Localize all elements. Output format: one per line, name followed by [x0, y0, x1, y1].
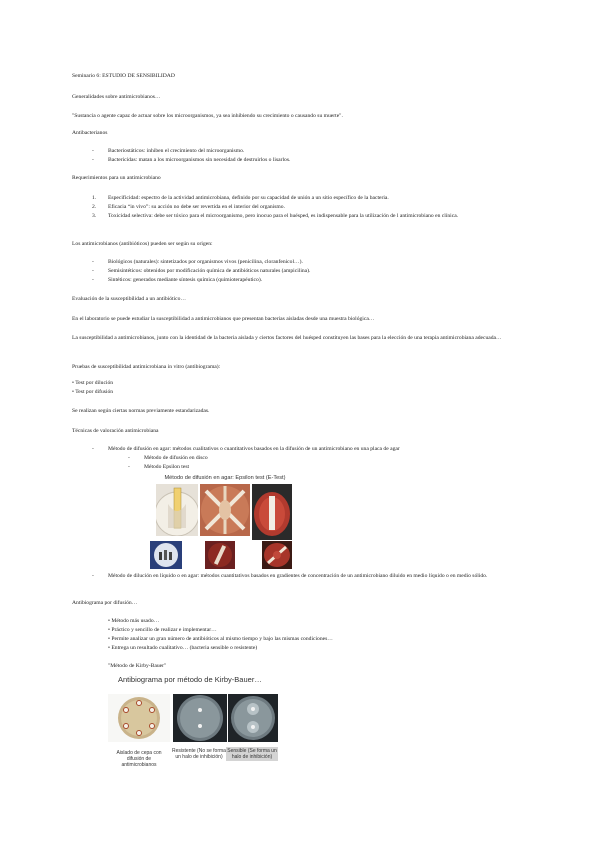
list-item: Método de difusión en disco — [144, 455, 208, 461]
list-item: Semisintéticos: obtenidos por modificación química de antibióticos naturales (ampicilina). — [108, 268, 311, 274]
figure2-caption: Antibiograma por método de Kirby-Bauer… — [118, 675, 262, 684]
kirby-disc-plate-photo — [108, 694, 170, 742]
list-bullet: - — [128, 464, 130, 470]
laboratorio-paragraph: En el laboratorio se puede estudiar la susceptibilidad a antimicrobianos que presentan bacterias aisladas desde una muestra biológica… — [72, 316, 375, 322]
pruebas-heading: Pruebas de susceptibilidad antimicrobiana in vitro (antibiograma): — [72, 364, 221, 370]
list-item: Especificidad: espectro de la actividad antimicrobiana, definido por su capacidad de unión a un sitio específico de la bacteria. — [108, 195, 389, 201]
list-item: Método de dilución en líquido o en agar: métodos cuantitativos basados en gradientes de concentración de un antimicrobiano diluido en medio líquido o en medio sólido. — [108, 573, 488, 579]
kirby-sensitive-plate-photo — [228, 694, 278, 742]
list-item: • Método más usado… — [108, 618, 160, 624]
list-item: • Test por difusión — [72, 389, 114, 395]
etest-blue-plate-photo — [150, 541, 182, 569]
list-item: • Entrega un resultado cualitativo… (bacteria sensible o resistente) — [108, 645, 258, 651]
list-item: • Test por dilución — [72, 380, 114, 386]
list-bullet: - — [92, 573, 94, 579]
list-item: Sintéticos: generados mediante síntesis química (quimioterapéutico). — [108, 277, 263, 283]
etest-red-closeup-photo — [262, 541, 292, 569]
kirby-resistant-plate-photo — [173, 694, 227, 742]
list-item: Bactericidas: matan a los microorganismos sin necesidad de destruirlos o lisarlos. — [108, 157, 291, 163]
figure2-label-disc: Aislado de cepa con difusión de antimicrobianos — [116, 750, 162, 768]
list-bullet: - — [92, 446, 94, 452]
generalidades-heading: Generalidades sobre antimicrobianos… — [72, 94, 161, 100]
list-bullet: - — [92, 277, 94, 283]
kirby-label: "Método de Kirby-Bauer" — [108, 663, 167, 669]
normas-text: Se realizan según ciertas normas previamente estandarizadas. — [72, 408, 210, 414]
requisitos-heading: Requerimientos para un antimicrobiano — [72, 175, 161, 181]
list-bullet: - — [128, 455, 130, 461]
list-item: Método Epsilon test — [144, 464, 190, 470]
etest-red-agar-photo — [205, 541, 235, 569]
list-number: 3. — [92, 213, 97, 219]
figure2-label-resistant: Resistente (No se forma un halo de inhibición) — [172, 748, 226, 760]
origen-heading: Los antimicrobianos (antibióticos) pueden ser según su origen: — [72, 241, 213, 247]
etest-dark-plate-photo — [252, 484, 292, 540]
list-item: • Práctico y sencillo de realizar e implementar… — [108, 627, 217, 633]
etest-plate-photo — [200, 484, 250, 536]
list-bullet: - — [92, 148, 94, 154]
list-item: Método de difusión en agar: métodos cualitativos o cuantitativos basados en la difusión de un antimicrobiano en una placa de agar — [108, 446, 400, 452]
list-bullet: - — [92, 157, 94, 163]
list-item: Bacteriostáticos: inhiben el crecimiento del microorganismo. — [108, 148, 245, 154]
list-bullet: - — [92, 268, 94, 274]
page-title: Seminario 6: ESTUDIO DE SENSIBILIDAD — [72, 73, 175, 79]
figure1-caption: Método de difusión en agar: Epsilon test (E-Test) — [164, 475, 286, 481]
list-number: 2. — [92, 204, 97, 210]
antibacterianos-heading: Antibacterianos — [72, 130, 108, 136]
list-bullet: - — [92, 259, 94, 265]
tecnicas-heading: Técnicas de valoración antimicrobiana — [72, 428, 159, 434]
figure2-label-sensitive: Sensible (Se forma un halo de inhibición) — [227, 748, 277, 760]
evaluacion-heading: Evaluación de la susceptibilidad a un antibiótico… — [72, 296, 187, 302]
list-item: Eficacia “in vivo”: su acción no debe ser revertida en el interior del organismo. — [108, 204, 285, 210]
antibiograma-heading: Antibiograma por difusión… — [72, 600, 138, 606]
list-number: 1. — [92, 195, 97, 201]
list-item: • Permite analizar un gran número de antibióticos al mismo tiempo y bajo las mismas condiciones… — [108, 636, 333, 642]
etest-strip-photo — [156, 484, 198, 536]
list-item: Biológicos (naturales): sintetizados por organismos vivos (penicilina, cloranfenicol…). — [108, 259, 303, 265]
list-item: Toxicidad selectiva: debe ser tóxico para el microorganismo, pero inocuo para el huésped, es indispensable para la utilización de l antimicrobiano en clínica. — [108, 213, 459, 219]
susceptibilidad-paragraph: La susceptibilidad a antimicrobianos, junto con la identidad de la bacteria aislada y ciertos factores del huésped constituyen las bases para la elección de una terapia antimicrobiana adecuada… — [72, 335, 502, 341]
definition-text: "Sustancia o agente capaz de actuar sobre los microorganismos, ya sea inhibiendo su crecimiento o causando su muerte". — [72, 113, 343, 119]
